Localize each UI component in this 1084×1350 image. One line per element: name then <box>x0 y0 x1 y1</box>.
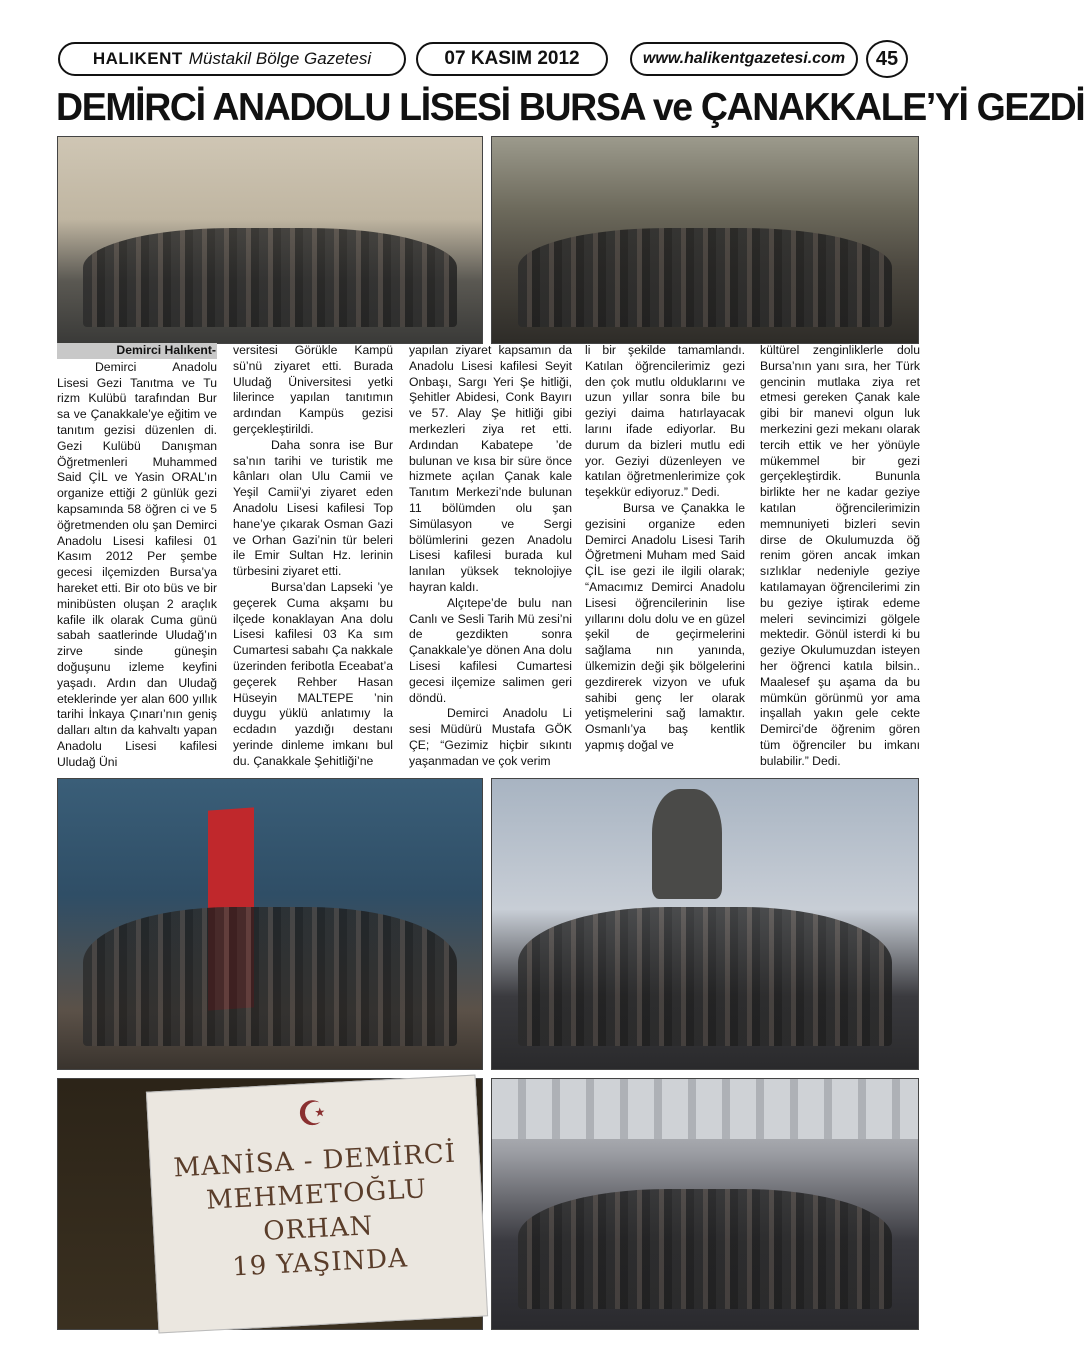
article-paragraph: Bursa’dan Lapseki ’ye geçerek Cuma akşamı bu ilçede konaklayan Ana dolu Lisesi kafilesi 03 Ka sım Cumartesi sabahı Ça nakkale üzerinden feribotla Eceabat’a geçerek Rehber Hasan Hüseyin MALTEPE ’nin duygu yüklü anlatımıy la ecdadın yazdığı destanı yerinde dinleme imkanı bul du. Çanakkale Şehitliği’ne <box>233 579 393 768</box>
article-column-1 <box>57 343 217 771</box>
article-paragraph: Alçıtepe’de bulu nan Canlı ve Sesli Tarih Mü zesi’ni de gezdikten sonra Çanakkale’ye dönen Ana dolu Lisesi kafilesi Cumartesi gecesi ilçemize salimen geri döndü. <box>409 595 572 705</box>
article-paragraph: Bursa ve Çanakka le gezisini organize eden Demirci Anadolu Lisesi Tarih Öğretmeni Muham med Said ÇİL ise gezi ile ilgili olarak; “Amacımız Demirci Anadolu Lisesi öğrencilerinin lise yıllarını dolu dolu ve en güzel şekil de geçirmelerini sağlama nın yanında, ülkemizin deği şik bölgelerini gezdirerek vizyon ve ufuk sahibi genç ler olarak yetişmelerini sağ lamaktır. Osmanlı’ya baş kentlik yapmış doğal ve <box>585 500 745 752</box>
article-column-4 <box>585 343 745 754</box>
grave-plaque <box>146 1075 488 1334</box>
article-paragraph: versitesi Görükle Kampü sü’nü ziyaret etti. Burada Uludağ Üniversitesi yetki lilerince yapılan tanıtımın ardından Kampüs gezisi gerçekleştirildi. <box>233 343 393 436</box>
article-paragraph: Demirci Anadolu Lisesi Gezi Tanıtma ve Tu rizm Kulübü tarafından Bur sa ve Çanakkale’ye eğitim ve tanıtım gezisi düzenlen di. Gezi Kulübü Danışman Öğretmenleri Muhammed Said ÇİL ve Yasin ORAL’ın organize ettiği 2 günlük gezi kapsamında 58 öğren ci ve 5 öğretmenden olu şan Demirci Anadolu Lisesi kafilesi 01 Kasım 2012 Per şembe gecesi ilçemizden Bursa’ya hareket etti. Bir oto büs ve bir minibüsten oluşan 2 araçlık kafile ilk olarak Cuma günü sabah saatlerinde Uludağ’ın zirve sinde güneşin doğuşunu izleme keyfini yaşadı. Ardın dan Uludağ eteklerinde yer alan 600 yıllık tarihi İnkaya Çınarı’nın geniş dalları altın da kahvaltı yapan Anadolu Lisesi kafilesi Uludağ Üni <box>57 359 217 769</box>
page-number: 45 <box>866 40 908 78</box>
article-paragraph: Demirci Anadolu Li sesi Müdürü Mustafa GÖK ÇE; “Gezimiz hiçbir sıkıntı yaşanmadan ve çok verim <box>409 706 572 768</box>
plaque-line: MANİSA - DEMİRCİ <box>172 1138 457 1184</box>
photo-group-crowd <box>83 907 456 1046</box>
photo-group-tree <box>491 136 919 344</box>
issue-date: 07 KASIM 2012 <box>416 42 608 76</box>
brand-subtitle: Müstakil Bölge Gazetesi <box>188 49 372 68</box>
crescent-star-icon: ☪ <box>296 1093 329 1135</box>
article-column-5 <box>760 343 920 770</box>
photo-grave-plaque <box>57 1078 483 1330</box>
plaque-line: 19 YAŞINDA <box>231 1243 409 1283</box>
article-column-2 <box>233 343 393 770</box>
photo-group-museum <box>491 1078 919 1330</box>
newspaper-name <box>58 42 406 76</box>
photo-group-monument <box>57 136 483 344</box>
article-paragraph: li bir şekilde tamamlandı. Katılan öğrencilerimiz gezi den çok mutlu olduklarını ve uzun yıllar sonra bile bu geziyi daima hatırlayacak larını ifade ediyorlar. Bu durum da bizleri mutlu edi yor. Geziyi düzenleyen ve katılan öğretmenlerimize çok teşekkür ediyoruz.” Dedi. <box>585 343 745 500</box>
plaque-line: ORHAN <box>262 1211 375 1247</box>
article-paragraph: Daha sonra ise Bur sa’nın tarihi ve turistik me kânları olan Ulu Camii ve Yeşil Camii’yi ziyaret eden Anadolu Lisesi kafilesi Top hane’ye çıkarak Osman Gazi ve Orhan Gazi’nin tür beleri ile Emir Sultan Hz. lerinin türbesini ziyaret etti. <box>233 437 393 579</box>
article-column-3 <box>409 343 572 770</box>
brand-bold: HALIKENT <box>92 49 183 68</box>
plaque-line: MEHMETOĞLU <box>205 1174 428 1216</box>
photo-group-crowd <box>83 228 456 327</box>
photo-tomb-interior <box>57 778 483 1070</box>
headline: DEMİRCİ ANADOLU LİSESİ BURSA ve ÇANAKKALE’Yİ GEZDİ <box>56 86 1084 129</box>
website-link[interactable]: www.halikentgazetesi.com <box>630 42 858 76</box>
photo-group-crowd <box>518 907 893 1046</box>
statue-icon <box>652 789 722 899</box>
article-paragraph: kültürel zenginliklerle dolu Bursa’nın yanı sıra, her Türk gencinin mutlaka ziya ret etmesi gereken Çanak kale gibi bir manevi olgun luk merkezini gezi mekanı olarak tercih ettik ve her yönüyle mükemmel bir gezi gerçekleştirdik. Bununla birlikte her ne kadar geziye katılan öğrencilerimizin memnuniyeti bizleri sevin dirse de Okulumuzda öğ renim gören ancak imkan sızlıklar nedeniyle geziye katılamayan öğrencilerimi zin bu geziye iştirak edeme meleri sevincimizi gölgele mektedir. Gönül isterdi ki bu geziye Okulumuzdan isteyen her öğrenci katıla bilsin.. Maalesef şu aşama da bu mümkün görünmü yor ama inşallah yakın gele cekte Demirci’de öğrenim gören tüm öğrenciler bu imkanı bulabilir.” Dedi. <box>760 343 920 768</box>
museum-banner <box>492 1079 918 1139</box>
article-kicker: Demirci Halıkent- <box>57 343 217 359</box>
article-paragraph: yapılan ziyaret kapsamın da Anadolu Lisesi kafilesi Seyit Onbaşı, Sargı Yeri Şe hitliği, Şehitler Abidesi, Conk Bayırı ve 57. Alay Şe hitliği gibi merkezleri ziya ret etti. Ardından Kabatepe ’de bulunan ve kısa bir süre önce hizmete açılan Çanak kale Tanıtım Merkezi’nde bulunan 11 bölümden olu şan Simülasyon ve Sergi bölümlerini gezen Anadolu Lisesi kafilesi burada kul lanılan yüksek teknolojiye hayran kaldı. <box>409 343 572 594</box>
photo-group-crowd <box>518 228 893 327</box>
photo-group-statue <box>491 778 919 1070</box>
photo-group-crowd <box>518 1189 893 1309</box>
